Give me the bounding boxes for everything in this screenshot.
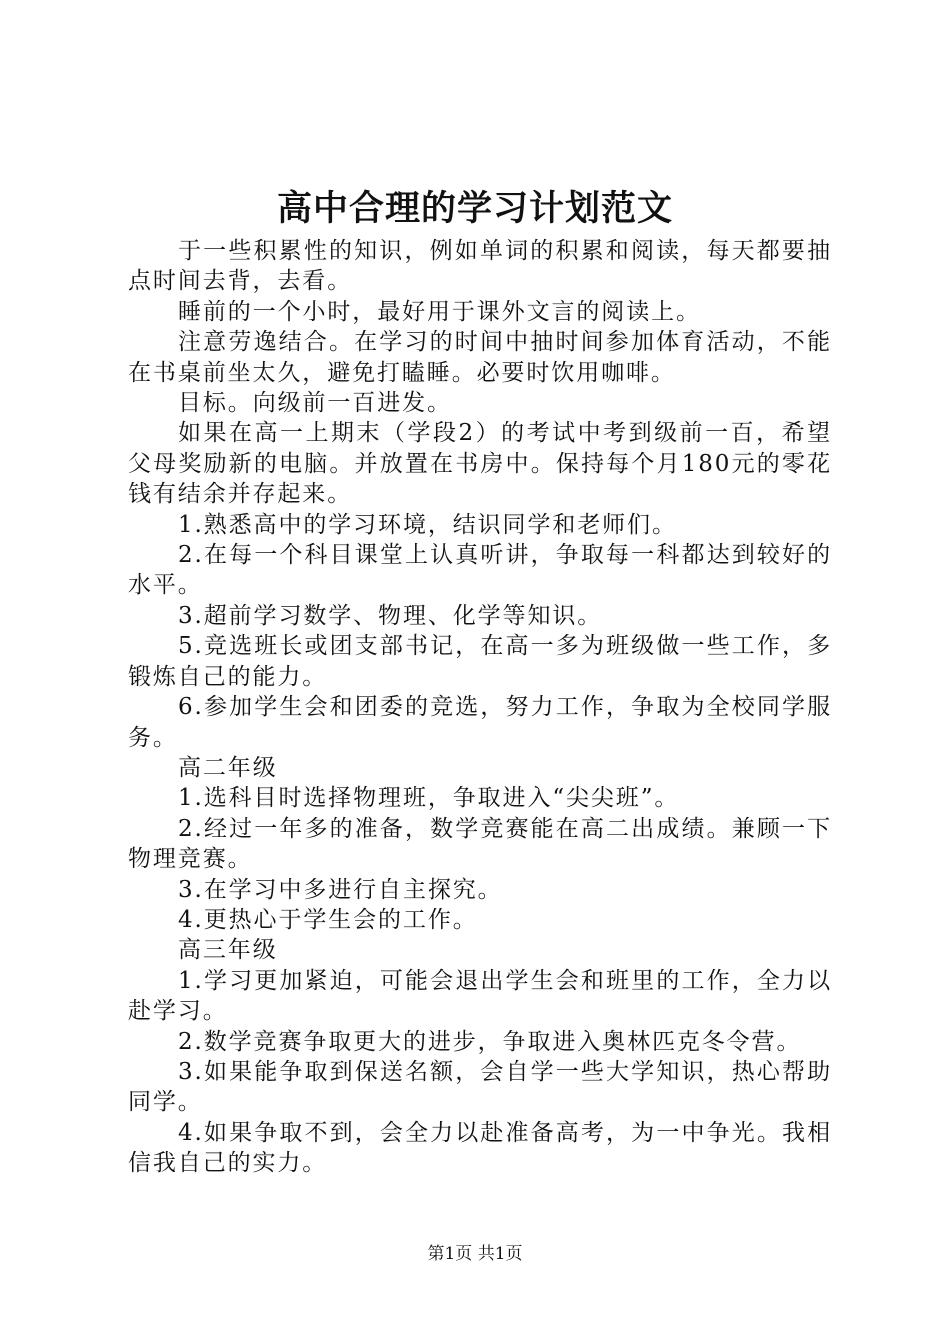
list-item: 1.选科目时选择物理班，争取进入“尖尖班”。 [178,785,680,812]
paragraph: 目标。向级前一百进发。 [178,390,452,417]
paragraph: 睡前的一个小时，最好用于课外文言的阅读上。 [178,298,701,325]
paragraph: 于一些积累性的知识，例如单词的积累和阅读，每天都要抽点时间去背，去看。 [128,238,832,295]
page-footer: 第1页 共1页 [427,1244,523,1264]
list-item: 1.熟悉高中的学习环境，结识同学和老师们。 [178,511,677,538]
list-item: 2.经过一年多的准备，数学竞赛能在高二出成绩。兼顾一下物理竞赛。 [128,815,832,873]
list-item: 3.在学习中多进行自主探究。 [178,876,503,903]
list-item: 1.学习更加紧迫，可能会退出学生会和班里的工作，全力以赴学习。 [128,967,832,1025]
list-item: 2.在每一个科目课堂上认真听讲，争取每一科都达到较好的水平。 [128,542,832,599]
list-item: 4.如果争取不到，会全力以赴准备高考，为一中争光。我相信我自己的实力。 [128,1119,832,1177]
list-item: 2.数学竞赛争取更大的进步，争取进入奥林匹克冬令营。 [178,1028,802,1055]
section-heading-grade-three: 高三年级 [178,937,278,964]
list-item: 3.如果能争取到保送名额，会自学一些大学知识，热心帮助同学。 [128,1058,832,1116]
section-heading-grade-two: 高二年级 [178,754,278,781]
list-item: 6.参加学生会和团委的竞选，努力工作，争取为全校同学服务。 [128,694,832,751]
list-item: 5.竞选班长或团支部书记，在高一多为班级做一些工作，多锻炼自己的能力。 [128,633,832,690]
list-item: 3.超前学习数学、物理、化学等知识。 [178,602,603,629]
paragraph: 注意劳逸结合。在学习的时间中抽时间参加体育活动，不能在书桌前坐太久，避免打瞌睡。必要时饮用咖啡。 [128,329,832,386]
document-body [128,236,832,1179]
list-item: 4.更热心于学生会的工作。 [178,906,478,933]
document-title: 高中合理的学习计划范文 [276,188,673,229]
paragraph: 如果在高一上期末（学段2）的考试中考到级前一百，希望父母奖励新的电脑。并放置在书房中。保持每个月180元的零花钱有结余并存起来。 [128,420,832,508]
